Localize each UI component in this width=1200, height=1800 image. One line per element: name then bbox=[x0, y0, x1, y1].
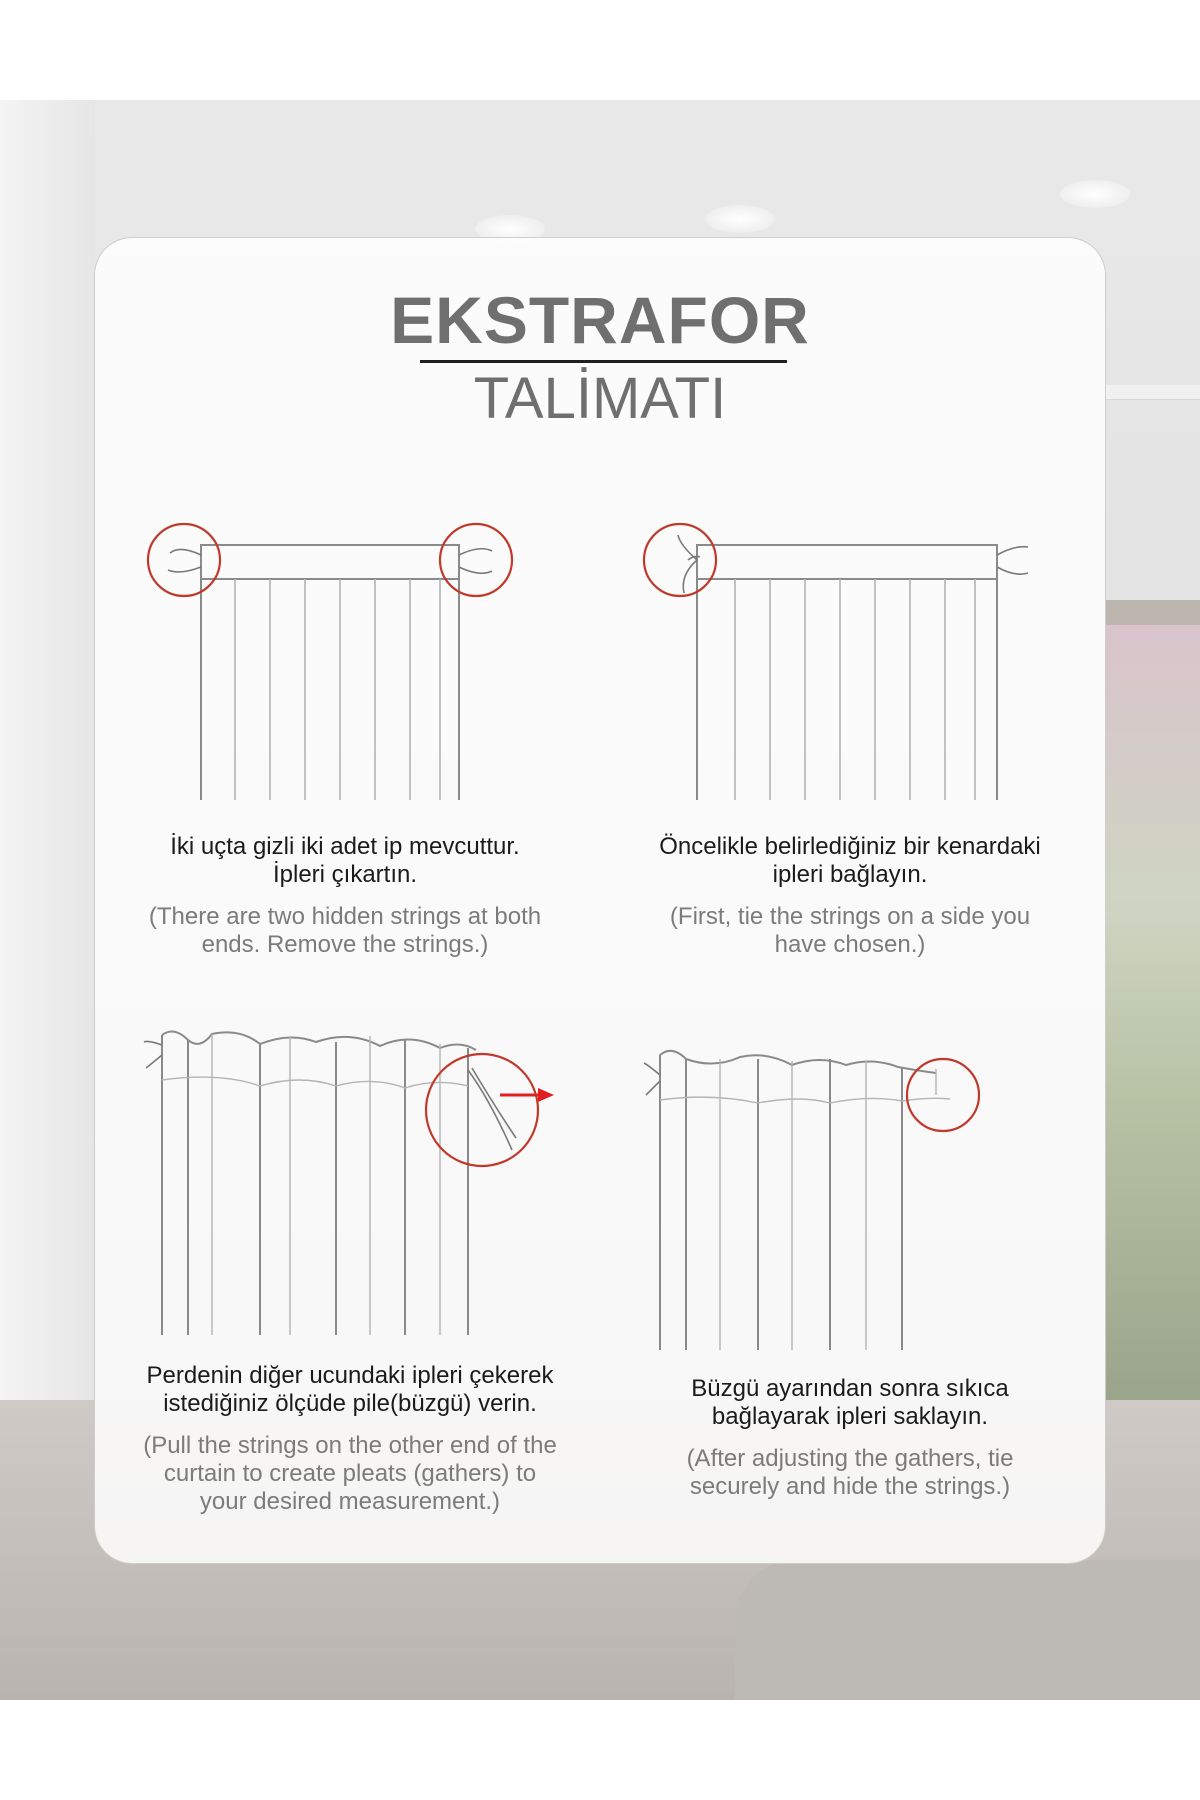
step-2-en-line-2: have chosen.) bbox=[774, 931, 926, 958]
step-4-en-line-2: securely and hide the strings.) bbox=[689, 1473, 1011, 1500]
step-3-en-line-2: curtain to create pleats (gathers) to bbox=[163, 1460, 537, 1487]
step-1-caption bbox=[115, 833, 575, 959]
step-3-tr-line-1: Perdenin diğer ucundaki ipleri çekerek bbox=[146, 1362, 554, 1389]
ceiling-light bbox=[1060, 180, 1130, 208]
step-2-tr-line-1: Öncelikle belirlediğiniz bir kenardaki bbox=[659, 833, 1041, 860]
step-3-diagram bbox=[140, 1010, 580, 1345]
step-1-tr-line-1: İki uçta gizli iki adet ip mevcuttur. bbox=[170, 833, 520, 860]
title-divider bbox=[420, 360, 787, 363]
step-1-tr-line-2: İpleri çıkartın. bbox=[272, 861, 418, 888]
step-2-caption bbox=[630, 833, 1070, 959]
string-highlight-circle-icon bbox=[148, 524, 512, 596]
sofa bbox=[735, 1560, 1200, 1700]
step-2-diagram bbox=[630, 515, 1050, 805]
step-3-en-line-1: (Pull the strings on the other end of the bbox=[143, 1432, 557, 1459]
step-1-diagram bbox=[140, 515, 560, 805]
step-3-tr-line-2: istediğiniz ölçüde pile(büzgü) verin. bbox=[163, 1390, 537, 1417]
ceiling-light bbox=[705, 205, 775, 233]
pull-arrow-icon bbox=[500, 1088, 554, 1102]
step-4-en-line-1: (After adjusting the gathers, tie bbox=[686, 1445, 1014, 1472]
step-1-en-line-1: (There are two hidden strings at both bbox=[148, 903, 542, 930]
page-title: EKSTRAFOR bbox=[390, 283, 810, 357]
step-2-en-line-1: (First, tie the strings on a side you bbox=[669, 903, 1031, 930]
step-3-en-line-3: your desired measurement.) bbox=[199, 1488, 501, 1515]
step-4-tr-line-1: Büzgü ayarından sonra sıkıca bbox=[691, 1375, 1009, 1402]
step-4-caption bbox=[640, 1375, 1060, 1501]
step-2-tr-line-2: ipleri bağlayın. bbox=[772, 861, 928, 888]
step-4-tr-line-2: bağlayarak ipleri saklayın. bbox=[711, 1403, 989, 1430]
string-highlight-circle-icon bbox=[907, 1059, 979, 1131]
window-frame bbox=[1105, 600, 1200, 628]
step-1-en-line-2: ends. Remove the strings.) bbox=[201, 931, 489, 958]
step-3-caption bbox=[110, 1362, 590, 1516]
string-highlight-circle-icon bbox=[426, 1054, 538, 1166]
window-garden-view bbox=[1105, 625, 1200, 1405]
string-highlight-circle-icon bbox=[644, 524, 716, 596]
step-4-diagram bbox=[640, 1035, 1030, 1355]
page-subtitle: TALİMATI bbox=[473, 366, 727, 431]
